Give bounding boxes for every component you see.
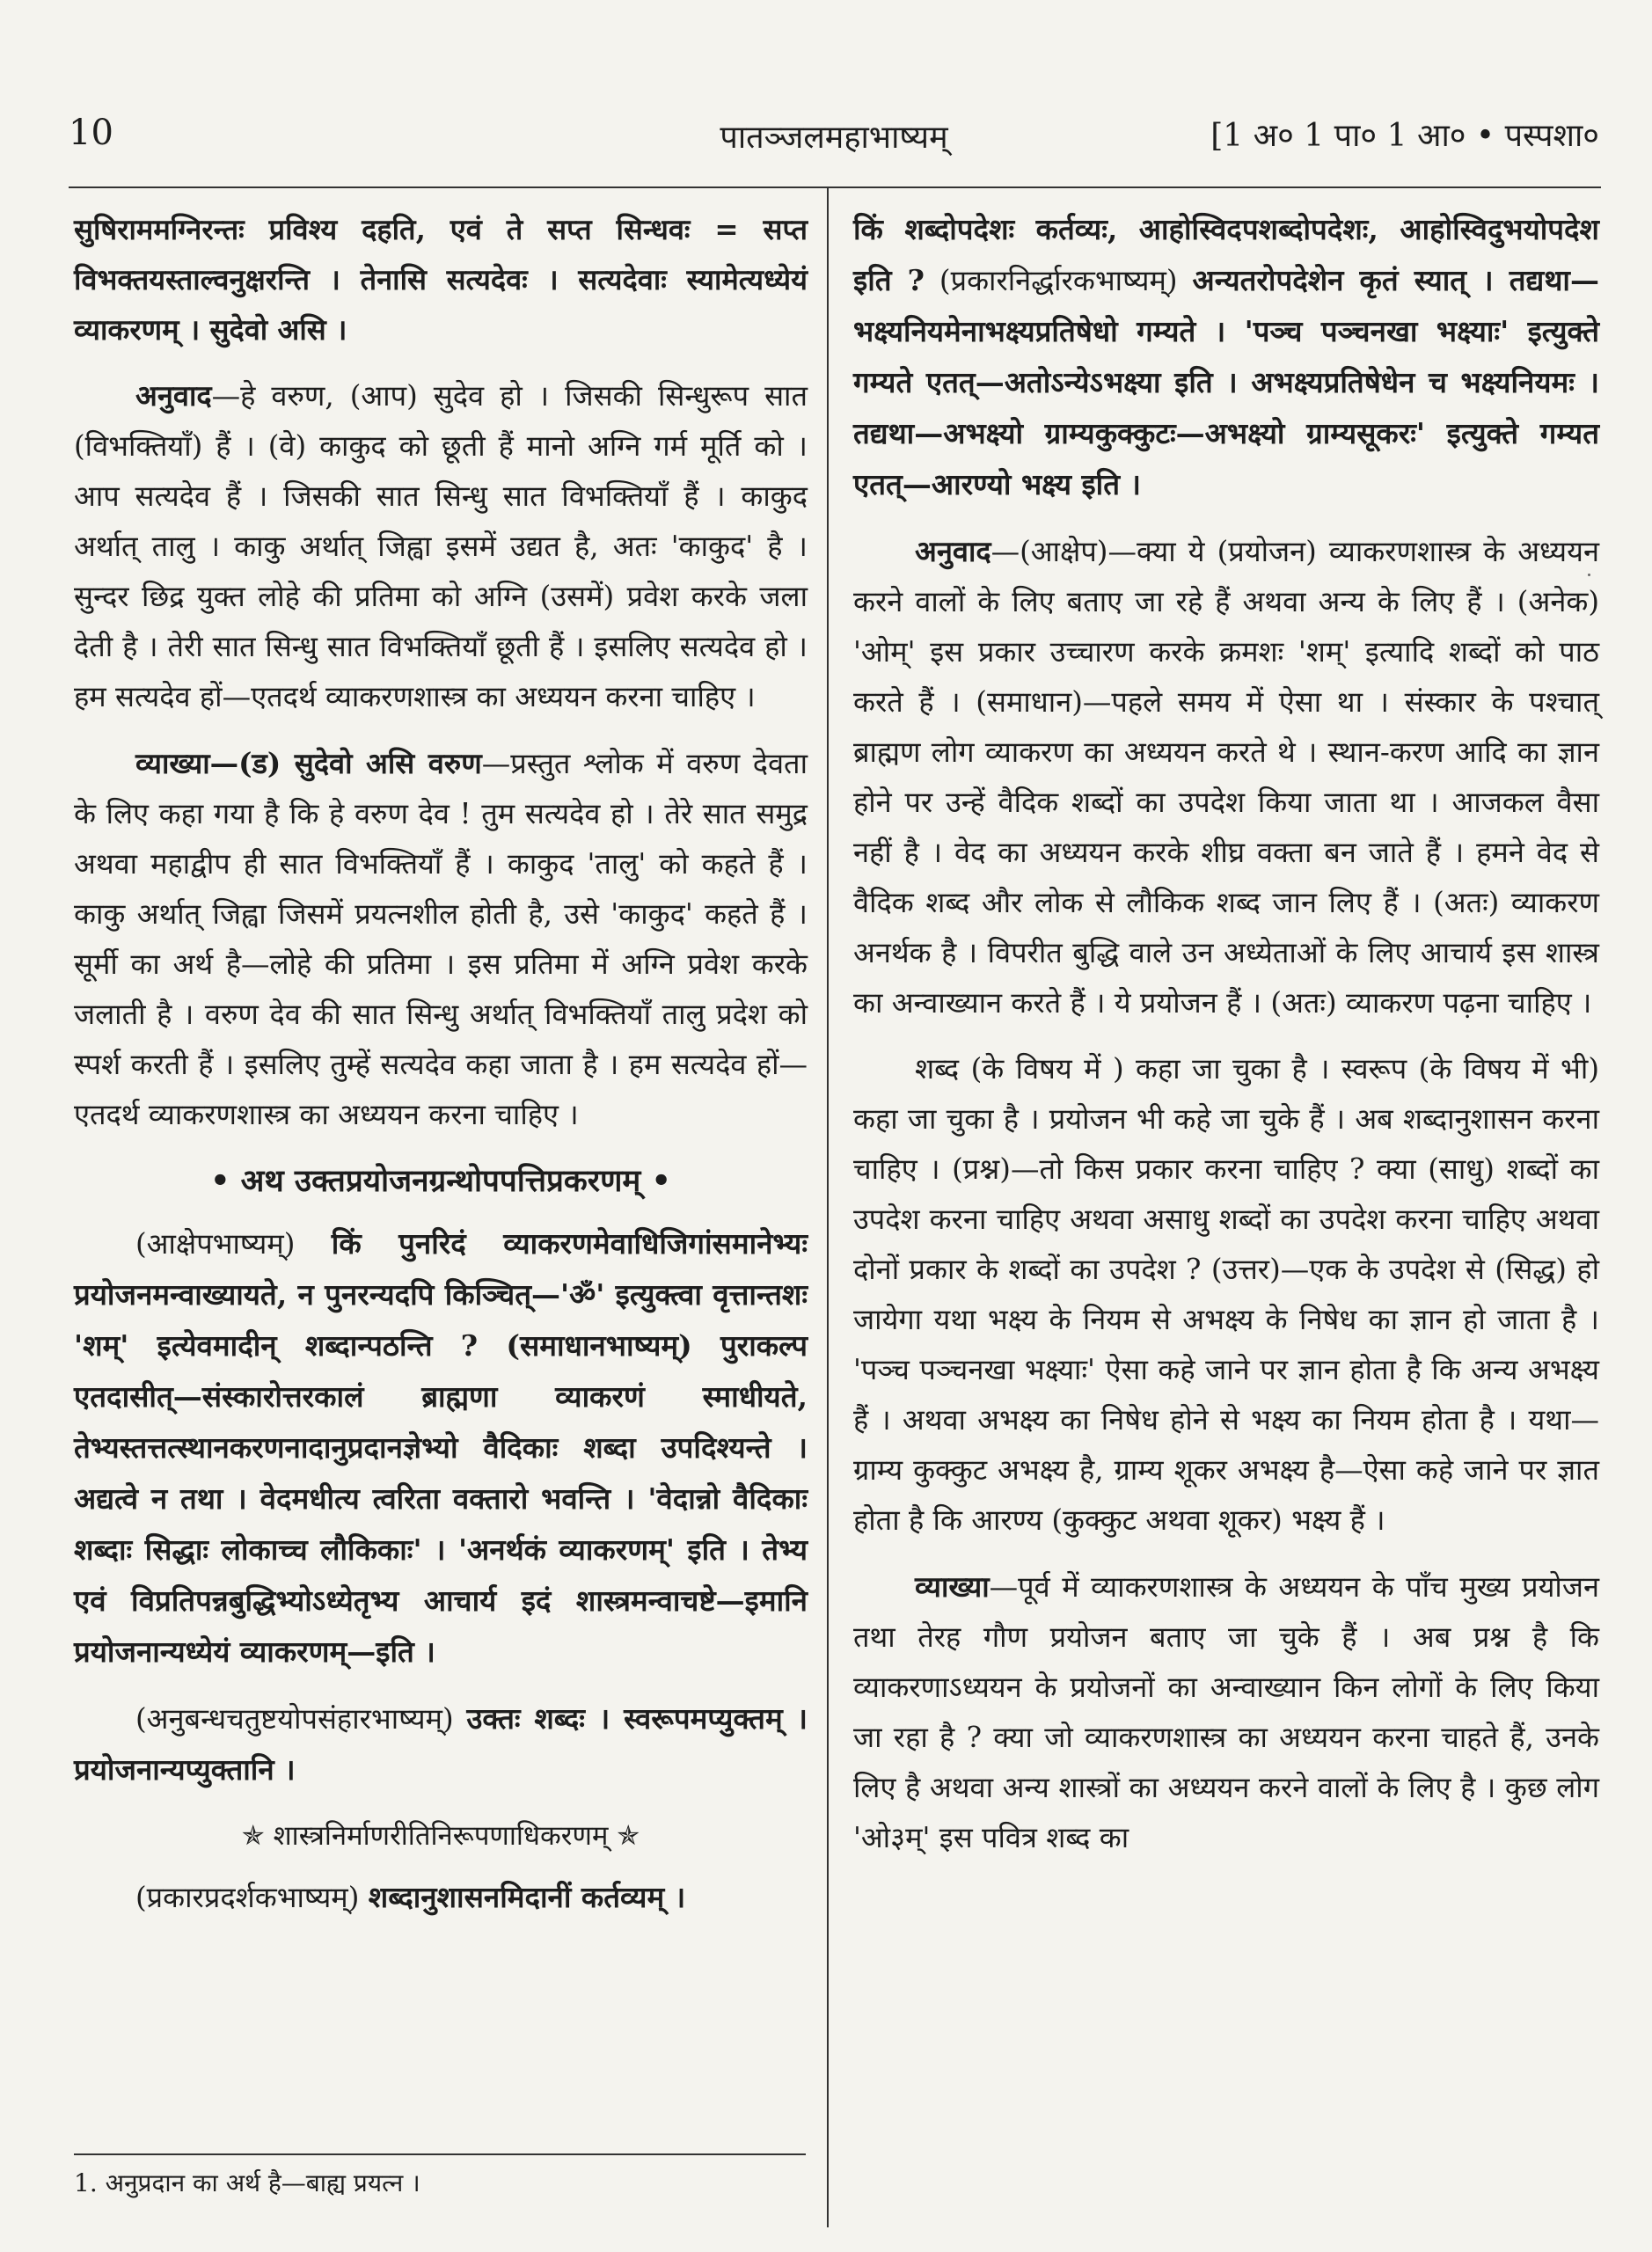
scan-dot [1588,574,1590,576]
commentary-label-right: व्याख्या [915,1569,990,1604]
question-rest: अन्यतरोपदेशेन कृतं स्यात् । तद्यथा—भक्ष्यनियमेनाभक्ष्यप्रतिषेधो गम्यते । 'पञ्च पञ्चनखा भक्ष्याः' इत्युक्ते गम्यते एतत्—अतोऽन्येऽभक्ष्या इति । अभक्ष्यप्रतिषेधेन च भक्ष्यनियमः । तद्यथा—अभक्ष्यो ग्राम्यकुक्कुटः—अभक्ष्यो ग्राम्यसूकरः' इत्युक्ते गम्यत एतत्—आरण्यो भक्ष्य इति । [853,263,1599,501]
left-column [74,204,808,1939]
translation-paragraph-right [853,526,1599,1028]
commentary-text: —प्रस्तुत श्लोक में वरुण देवता के लिए कहा गया है कि हे वरुण देव ! तुम सत्यदेव हो । तेरे सात समुद्र अथवा महाद्वीप ही सात विभक्तियाँ हैं । काकुद 'तालु' को कहते हैं । काकु अर्थात् जिह्वा जिसमें प्रयत्नशील होती है, उसे 'काकुद' कहते हैं । सूर्मी का अर्थ है—लोहे की प्रतिमा । इस प्रतिमा में अग्नि प्रवेश करके जलाती है । वरुण देव की सात सिन्धु अर्थात् विभक्तियाँ तालु प्रदेश को स्पर्श करती हैं । इसलिए तुम्हें सत्यदेव कहा जाता है । हम सत्यदेव हों—एतदर्थ व्याकरणशास्त्र का अध्ययन करना चाहिए । [74,747,808,1131]
section-heading: • अथ उक्तप्रयोजनग्रन्थोपपत्तिप्रकरणम् • [210,1163,671,1199]
header-rule [69,186,1601,188]
method-tag: (प्रकारप्रदर्शकभाष्यम्) [135,1881,360,1914]
right-column [853,204,1599,1879]
translation-label-right: अनुवाद [915,534,991,568]
question-tag: (प्रकारनिर्द्धारकभाष्यम्) [939,264,1178,297]
sanskrit-method-paragraph [74,1872,808,1923]
bhashya-tag: (आक्षेपभाष्यम्) [135,1227,296,1261]
column-divider [827,186,829,2227]
translation-paragraph [74,370,808,722]
translation-continuation: शब्द (के विषय में ) कहा जा चुका है । स्वरूप (के विषय में भी) कहा जा चुका है । प्रयोजन भी कहे जा चुके हैं । अब शब्दानुशासन करना चाहिए । (प्रश्न)—तो किस प्रकार करना चाहिए ? क्या (साधु) शब्दों का उपदेश करना चाहिए अथवा असाधु शब्दों का उपदेश करना चाहिए अथवा दोनों प्रकार के शब्दों का उपदेश ? (उत्तर)—एक के उपदेश से (सिद्ध) हो जायेगा यथा भक्ष्य के नियम से अभक्ष्य के निषेध का ज्ञान हो जाता है । 'पञ्च पञ्चनखा भक्ष्याः' ऐसा कहे जाने पर ज्ञान होता है कि अन्य अभक्ष्य हैं । अथवा अभक्ष्य का निषेध होने से भक्ष्य का नियम होता है । यथा—ग्राम्य कुक्कुट अभक्ष्य है, ग्राम्य शूकर अभक्ष्य है—ऐसा कहे जाने पर ज्ञात होता है कि आरण्य (कुक्कुट अथवा शूकर) भक्ष्य हैं । [853,1052,1599,1537]
running-title: पातञ्जलमहाभाष्यम् [720,120,948,156]
sanskrit-verse-continuation: सुषिराममग्निरन्तः प्रविश्य दहति, एवं ते सप्त सिन्धवः = सप्त विभक्तयस्ताल्वनुक्षरन्ति । तेनासि सत्यदेवः । सत्यदेवाः स्यामेत्यध्येयं व्याकरणम् । सुदेवो असि । [74,212,808,347]
footnote: 1. अनुप्रदान का अर्थ है—बाह्य प्रयत्न । [74,2168,420,2197]
commentary-paragraph [74,738,808,1140]
translation-label: अनुवाद [135,378,212,413]
sanskrit-bhashya-paragraph [74,1218,808,1678]
section-reference: [1 अ० 1 पा० 1 आ० • पस्पशा० [1210,118,1599,154]
commentary-label: व्याख्या—(ड) सुदेवो असि वरुण [135,746,482,780]
translation-text-right: —(आक्षेप)—क्या ये (प्रयोजन) व्याकरणशास्त्र के अध्ययन करने वालों के लिए बताए जा रहे हैं अथवा अन्य के लिए हैं । (अनेक) 'ओम्' इस प्रकार उच्चारण करके क्रमशः 'शम्' इत्यादि शब्दों को पाठ करते हैं । (समाधान)—पहले समय में ऐसा था । संस्कार के पश्चात् ब्राह्मण लोग व्याकरण का अध्ययन करते थे । स्थान-करण आदि का ज्ञान होने पर उन्हें वैदिक शब्दों का उपदेश किया जाता था । आजकल वैसा नहीं है । वेद का अध्ययन करके शीघ्र वक्ता बन जाते हैं । हमने वेद से वैदिक शब्द और लोक से लौकिक शब्द जान लिए हैं । (अतः) व्याकरण अनर्थक है । विपरीत बुद्धि वाले उन अध्येताओं के लिए आचार्य इस शास्त्र का अन्वाख्यान करते हैं । ये प्रयोजन हैं । (अतः) व्याकरण पढ़ना चाहिए । [853,535,1599,1020]
summary-tag: (अनुबन्धचतुष्टयोपसंहारभाष्यम्) [135,1702,454,1736]
translation-text: —हे वरुण, (आप) सुदेव हो । जिसकी सिन्धुरूप सात (विभक्तियाँ) हैं । (वे) काकुद को छूती हैं मानो अग्नि गर्म मूर्ति को । आप सत्यदेव हैं । जिसकी सात सिन्धु सात विभक्तियाँ हैं । काकुद अर्थात् तालु । काकु अर्थात् जिह्वा इसमें उद्यत है, अतः 'काकुद' है । सुन्दर छिद्र युक्त लोहे की प्रतिमा को अग्नि (उसमें) प्रवेश करके जला देती है । तेरी सात सिन्धु सात विभक्तियाँ छूती हैं । इसलिए सत्यदेव हो । हम सत्यदेव हों—एतदर्थ व्याकरणशास्त्र का अध्ययन करना चाहिए । [74,379,808,713]
commentary-text-right: —पूर्व में व्याकरणशास्त्र के अध्ययन के पाँच मुख्य प्रयोजन तथा तेरह गौण प्रयोजन बताए जा चुके हैं । अब प्रश्न है कि व्याकरणाऽध्ययन के प्रयोजनों का अन्वाख्यान किन लोगों के लिए किया जा रहा है ? क्या जो व्याकरणशास्त्र का अध्ययन करना चाहते हैं, उनके लिए है अथवा अन्य शास्त्रों का अध्ययन करने वालों के लिए है । कुछ लोग 'ओ३म्' इस पवित्र शब्द का [853,1570,1599,1854]
method-text: शब्दानुशासनमिदानीं कर्तव्यम् । [368,1880,686,1914]
bhashya-text: किं पुनरिदं व्याकरणमेवाधिजिगांसमानेभ्यः प्रयोजनमन्वाख्यायते, न पुनरन्यदपि किञ्चित्—'ॐ' इत्युक्त्वा वृत्तान्तशः 'शम्' इत्येवमादीन् शब्दान्पठन्ति ? (समाधानभाष्यम्) पुराकल्प एतदासीत्—संस्कारोत्तरकालं ब्राह्मणा व्याकरणं स्माधीयते, तेभ्यस्तत्तत्स्थानकरणनादानुप्रदानज्ञेभ्यो वैदिकाः शब्दा उपदिश्यन्ते । अद्यत्वे न तथा । वेदमधीत्य त्वरिता वक्तारो भवन्ति । 'वेदान्नो वैदिकाः शब्दाः सिद्धाः लोकाच्च लौकिकाः' । 'अनर्थकं व्याकरणम्' इति । तेभ्य एवं विप्रतिपन्नबुद्धिभ्योऽध्येतृभ्य आचार्य इदं शास्त्रमन्वाचष्टे—इमानि प्रयोजनान्यध्येयं व्याकरणम्—इति । [74,1226,808,1669]
subsection-heading: ✯ शास्त्रनिर्माणरीतिनिरूपणाधिकरणम् ✯ [241,1820,640,1852]
page-number: 10 [69,113,113,153]
sanskrit-question-paragraph [853,204,1599,510]
summary-text: उक्तः शब्दः । स्वरूपमप्युक्तम् । प्रयोजनान्यप्युक्तानि । [74,1701,808,1787]
footnote-rule [74,2153,806,2155]
sanskrit-summary-paragraph [74,1693,808,1795]
commentary-paragraph-right [853,1561,1599,1863]
question-text: किं शब्दोपदेशः कर्तव्यः, आहोस्विदपशब्दोपदेशः, आहोस्विदुभयोपदेश इति ? [853,212,1599,297]
page-header [69,113,1599,165]
